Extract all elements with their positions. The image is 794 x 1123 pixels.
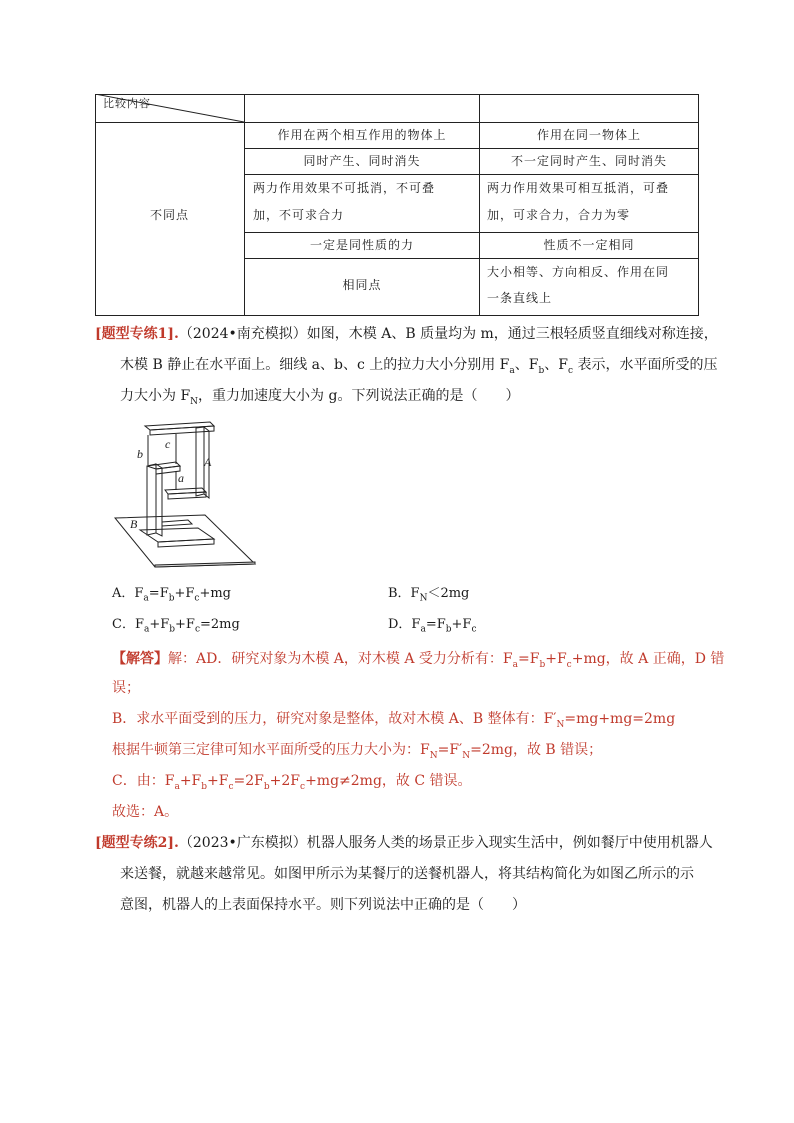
header-diag-label: 比较内容	[103, 97, 151, 110]
sub-b: b	[538, 365, 545, 376]
label-c: c	[165, 437, 171, 451]
q1-tag: [题型专练1].	[95, 326, 179, 342]
answer-line4: 根据牛顿第三定律可知水平面所受的压力大小为：$F_N=F'_N=2mg$，故 B 错误；	[112, 742, 603, 761]
answer-line5: C．由：$F_a+F_b+F_c=2F_b+2F_c+mg\ne 2mg$，故 C 错误。	[112, 773, 472, 792]
sub-N: N	[190, 396, 199, 407]
sub-c: c	[567, 365, 574, 376]
answer-tag: 【解答】	[112, 651, 168, 667]
option-a: A．$F_a=F_b+F_c+mg$	[112, 586, 231, 604]
option-c: C．$F_a+F_b+F_c=2mg$	[112, 617, 240, 635]
answer-line1: 【解答】解：AD．研究对象为木模 A，对木模 A 受力分析有：$F_a=F_b+F_c+mg$，故 A 正确，D 错	[112, 651, 725, 670]
row4-left: 一定是同性质的力	[309, 238, 414, 252]
q1-line1	[95, 320, 718, 348]
row3-left-line1: 两力作用效果不可抵消，不可叠	[253, 181, 436, 195]
q2-line3: 意图，机器人的上表面保持水平。则下列说法中正确的是（ ）	[120, 897, 526, 913]
q1-text2: 木模 B 静止在水平面上。细线 a、b、c 上的拉力大小分别用 F	[120, 357, 510, 373]
label-B: B	[130, 517, 138, 531]
row4-right: 性质不一定相同	[543, 238, 635, 252]
row2-left: 同时产生、同时消失	[303, 154, 421, 168]
row1-right: 作用在同一物体上	[536, 128, 641, 142]
q1-source: （2024•南充模拟）	[178, 326, 307, 342]
q2-line1: [题型专练2].（2023•广东模拟）机器人服务人类的场景正步入现实生活中，例如餐厅中使用机器人	[95, 835, 713, 851]
q1-line3	[120, 382, 519, 416]
row3-right-line1: 两力作用效果可相互抵消，可叠	[487, 181, 670, 195]
row3-right-line2: 加，可求合力，合力为零	[487, 208, 631, 222]
row1-left: 作用在两个相互作用的物体上	[277, 128, 447, 142]
row3-left-line2: 加，不可求合力	[253, 208, 345, 222]
comparison-table	[95, 94, 699, 316]
sub-a: a	[509, 365, 515, 376]
label-a: a	[178, 471, 184, 485]
q1-text2c: 、F	[544, 357, 568, 373]
same-right-line2: 一条直线上	[487, 291, 553, 305]
q2-line2: 来送餐，就越来越常见。如图甲所示为某餐厅的送餐机器人，将其结构简化为如图乙所示的示	[120, 866, 694, 882]
same-right-line1: 大小相等、方向相反、作用在同	[487, 265, 670, 279]
answer-line6: 故选：A。	[112, 804, 179, 820]
q1-line2	[120, 351, 717, 385]
label-different: 不同点	[149, 208, 189, 222]
q1-text1: 如图，木模 A、B 质量均为 m，通过三根轻质竖直细线对称连接，	[306, 326, 718, 342]
q2-tag: [题型专练2].	[95, 835, 179, 851]
answer-line3: B．求水平面受到的压力，研究对象是整体，故对木模 A、B 整体有：$F'_N=mg+mg=2mg$	[112, 711, 676, 730]
q1-text2b: 、F	[514, 357, 539, 373]
option-d: D．$F_a=F_b+F_c$	[388, 617, 477, 635]
row2-right: 不一定同时产生、同时消失	[510, 154, 667, 168]
tension-model-figure	[110, 418, 260, 568]
label-same: 相同点	[342, 278, 382, 292]
q2-source: （2023•广东模拟）	[178, 835, 307, 851]
q1-text3: 力大小为 F	[120, 388, 191, 404]
option-b: B．$F_N<2mg$	[388, 586, 470, 604]
label-b: b	[137, 447, 143, 461]
label-A: A	[204, 455, 212, 469]
q1-text2d: 表示，水平面所受的压	[573, 357, 718, 373]
answer-line2: 误；	[112, 680, 140, 696]
q1-text3b: ，重力加速度大小为 g。下列说法正确的是（ ）	[198, 388, 520, 404]
